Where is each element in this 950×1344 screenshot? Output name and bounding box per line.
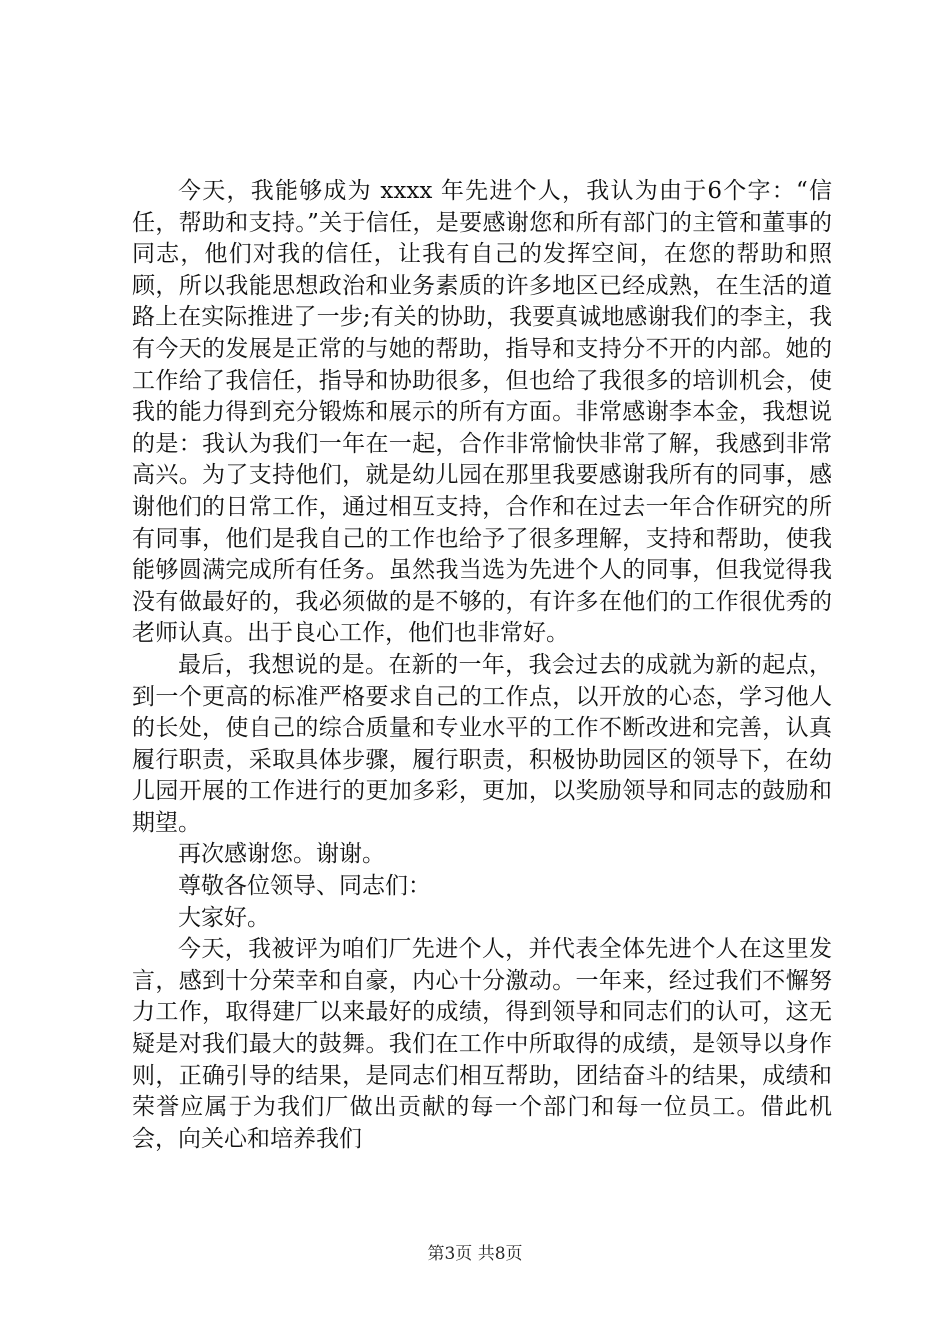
paragraph-factory-speech: 今天，我被评为咱们厂先进个人，并代表全体先进个人在这里发言，感到十分荣幸和自豪，内心十分激动。一年来，经过我们不懈努力工作，取得建厂以来最好的成绩，得到领导和同志们的认可，这无疑是对我们最大的鼓舞。我们在工作中所取得的成绩，是领导以身作则，正确引导的结果，是同志们相互帮助，团结奋斗的结果，成绩和荣誉应属于为我们厂做出贡献的每一个部门和每一位员工。借此机会，向关心和培养我们 — [132, 936, 832, 1152]
paragraph-thanks-again: 再次感谢您。谢谢。 — [178, 841, 385, 868]
paragraph-salutation: 尊敬各位领导、同志们： — [178, 873, 431, 900]
paragraph-new-year-plan: 最后，我想说的是。在新的一年，我会过去的成就为新的起点，到一个更高的标准严格要求自己的工作点，以开放的心态，学习他人的长处，使自己的综合质量和专业水平的工作不断改进和完善，认真履行职责，采取具体步骤，履行职责，积极协助园区的领导下，在幼儿园开展的工作进行的更加多彩，更加，以奖励领导和同志的鼓励和期望。 — [132, 651, 832, 836]
document-body — [132, 176, 832, 1155]
page-number-footer: 第3页 共8页 — [427, 1244, 523, 1264]
paragraph-greeting: 大家好。 — [178, 904, 270, 931]
paragraph-speech-thanks: 今天，我能够成为 xxxx 年先进个人，我认为由于6个字：“信任，帮助和支持。”关于信任，是要感谢您和所有部门的主管和董事的同志，他们对我的信任，让我有自己的发挥空间，在您的帮助和照顾，所以我能思想政治和业务素质的许多地区已经成熟，在生活的道路上在实际推进了一步;有关的协助，我要真诚地感谢我们的李主，我有今天的发展是正常的与她的帮助，指导和支持分不开的内部。她的工作给了我信任，指导和协助很多，但也给了我很多的培训机会，使我的能力得到充分锻炼和展示的所有方面。非常感谢李本金，我想说的是：我认为我们一年在一起，合作非常愉快非常了解，我感到非常高兴。为了支持他们，就是幼儿园在那里我要感谢我所有的同事，感谢他们的日常工作，通过相互支持，合作和在过去一年合作研究的所有同事，他们是我自己的工作也给予了很多理解，支持和帮助，使我能够圆满完成所有任务。虽然我当选为先进个人的同事，但我觉得我没有做最好的，我必须做的是不够的，有许多在他们的工作很优秀的老师认真。出于良心工作，他们也非常好。 — [132, 178, 832, 647]
